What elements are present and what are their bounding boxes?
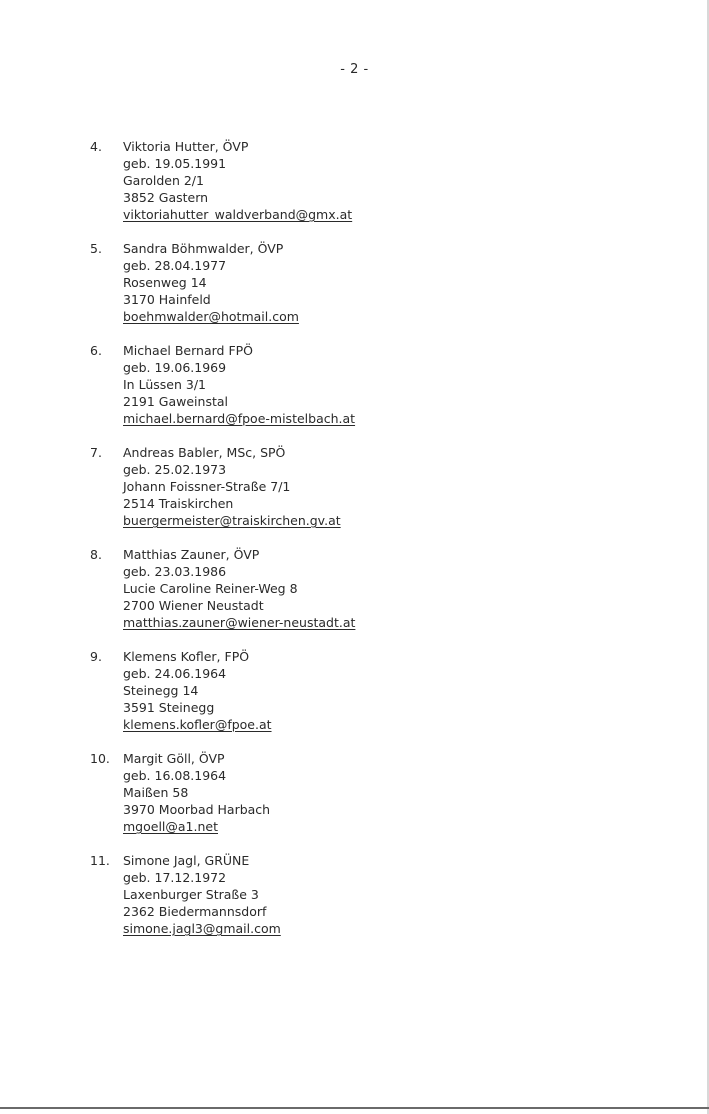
list-item	[90, 648, 610, 750]
member-name: Matthias Zauner, ÖVP	[123, 547, 260, 562]
item-details	[123, 750, 270, 835]
birth-date: geb. 17.12.1972	[123, 870, 227, 885]
list-item	[90, 138, 610, 240]
item-number: 9.	[90, 649, 102, 664]
email-link[interactable]: boehmwalder@hotmail.com	[123, 309, 299, 324]
street-address: Maißen 58	[123, 785, 189, 800]
item-details	[123, 546, 355, 631]
postal-city: 2191 Gaweinstal	[123, 394, 228, 409]
birth-date: geb. 19.06.1969	[123, 360, 227, 375]
email-link[interactable]: mgoell@a1.net	[123, 819, 218, 834]
postal-city: 2514 Traiskirchen	[123, 496, 234, 511]
postal-city: 2362 Biedermannsdorf	[123, 904, 267, 919]
birth-date: geb. 19.05.1991	[123, 156, 227, 171]
postal-city: 3591 Steinegg	[123, 700, 215, 715]
item-details	[123, 852, 281, 937]
street-address: Laxenburger Straße 3	[123, 887, 259, 902]
street-address: Lucie Caroline Reiner-Weg 8	[123, 581, 298, 596]
member-name: Andreas Babler, MSc, SPÖ	[123, 445, 286, 460]
postal-city: 3170 Hainfeld	[123, 292, 211, 307]
email-link[interactable]: simone.jagl3@gmail.com	[123, 921, 281, 936]
member-name: Viktoria Hutter, ÖVP	[123, 139, 249, 154]
item-details	[123, 138, 352, 223]
item-number: 5.	[90, 241, 102, 256]
item-number: 4.	[90, 139, 102, 154]
email-link[interactable]: viktoriahutter_waldverband@gmx.at	[123, 207, 353, 222]
member-name: Margit Göll, ÖVP	[123, 751, 225, 766]
member-name: Simone Jagl, GRÜNE	[123, 853, 250, 868]
street-address: In Lüssen 3/1	[123, 377, 206, 392]
item-number: 7.	[90, 445, 102, 460]
member-name: Klemens Kofler, FPÖ	[123, 649, 250, 664]
list-item	[90, 852, 610, 954]
bottom-divider	[0, 1107, 709, 1109]
item-details	[123, 240, 299, 325]
email-link[interactable]: michael.bernard@fpoe-mistelbach.at	[123, 411, 356, 426]
item-number: 8.	[90, 547, 102, 562]
street-address: Steinegg 14	[123, 683, 199, 698]
street-address: Rosenweg 14	[123, 275, 207, 290]
member-name: Michael Bernard FPÖ	[123, 343, 254, 358]
item-number: 6.	[90, 343, 102, 358]
postal-city: 3970 Moorbad Harbach	[123, 802, 271, 817]
birth-date: geb. 25.02.1973	[123, 462, 227, 477]
birth-date: geb. 16.08.1964	[123, 768, 227, 783]
member-list	[90, 138, 610, 954]
item-number: 11.	[90, 853, 110, 868]
list-item	[90, 342, 610, 444]
street-address: Johann Foissner-Straße 7/1	[123, 479, 291, 494]
email-link[interactable]: klemens.kofler@fpoe.at	[123, 717, 272, 732]
item-details	[123, 342, 355, 427]
birth-date: geb. 28.04.1977	[123, 258, 227, 273]
page-number: - 2 -	[340, 62, 369, 77]
birth-date: geb. 23.03.1986	[123, 564, 227, 579]
list-item	[90, 750, 610, 852]
item-details	[123, 648, 272, 733]
street-address: Garolden 2/1	[123, 173, 204, 188]
email-link[interactable]: buergermeister@traiskirchen.gv.at	[123, 513, 341, 528]
birth-date: geb. 24.06.1964	[123, 666, 227, 681]
list-item	[90, 240, 610, 342]
postal-city: 2700 Wiener Neustadt	[123, 598, 264, 613]
item-number: 10.	[90, 751, 110, 766]
list-item	[90, 546, 610, 648]
list-item	[90, 444, 610, 546]
email-link[interactable]: matthias.zauner@wiener-neustadt.at	[123, 615, 356, 630]
postal-city: 3852 Gastern	[123, 190, 209, 205]
item-details	[123, 444, 341, 529]
member-name: Sandra Böhmwalder, ÖVP	[123, 241, 284, 256]
